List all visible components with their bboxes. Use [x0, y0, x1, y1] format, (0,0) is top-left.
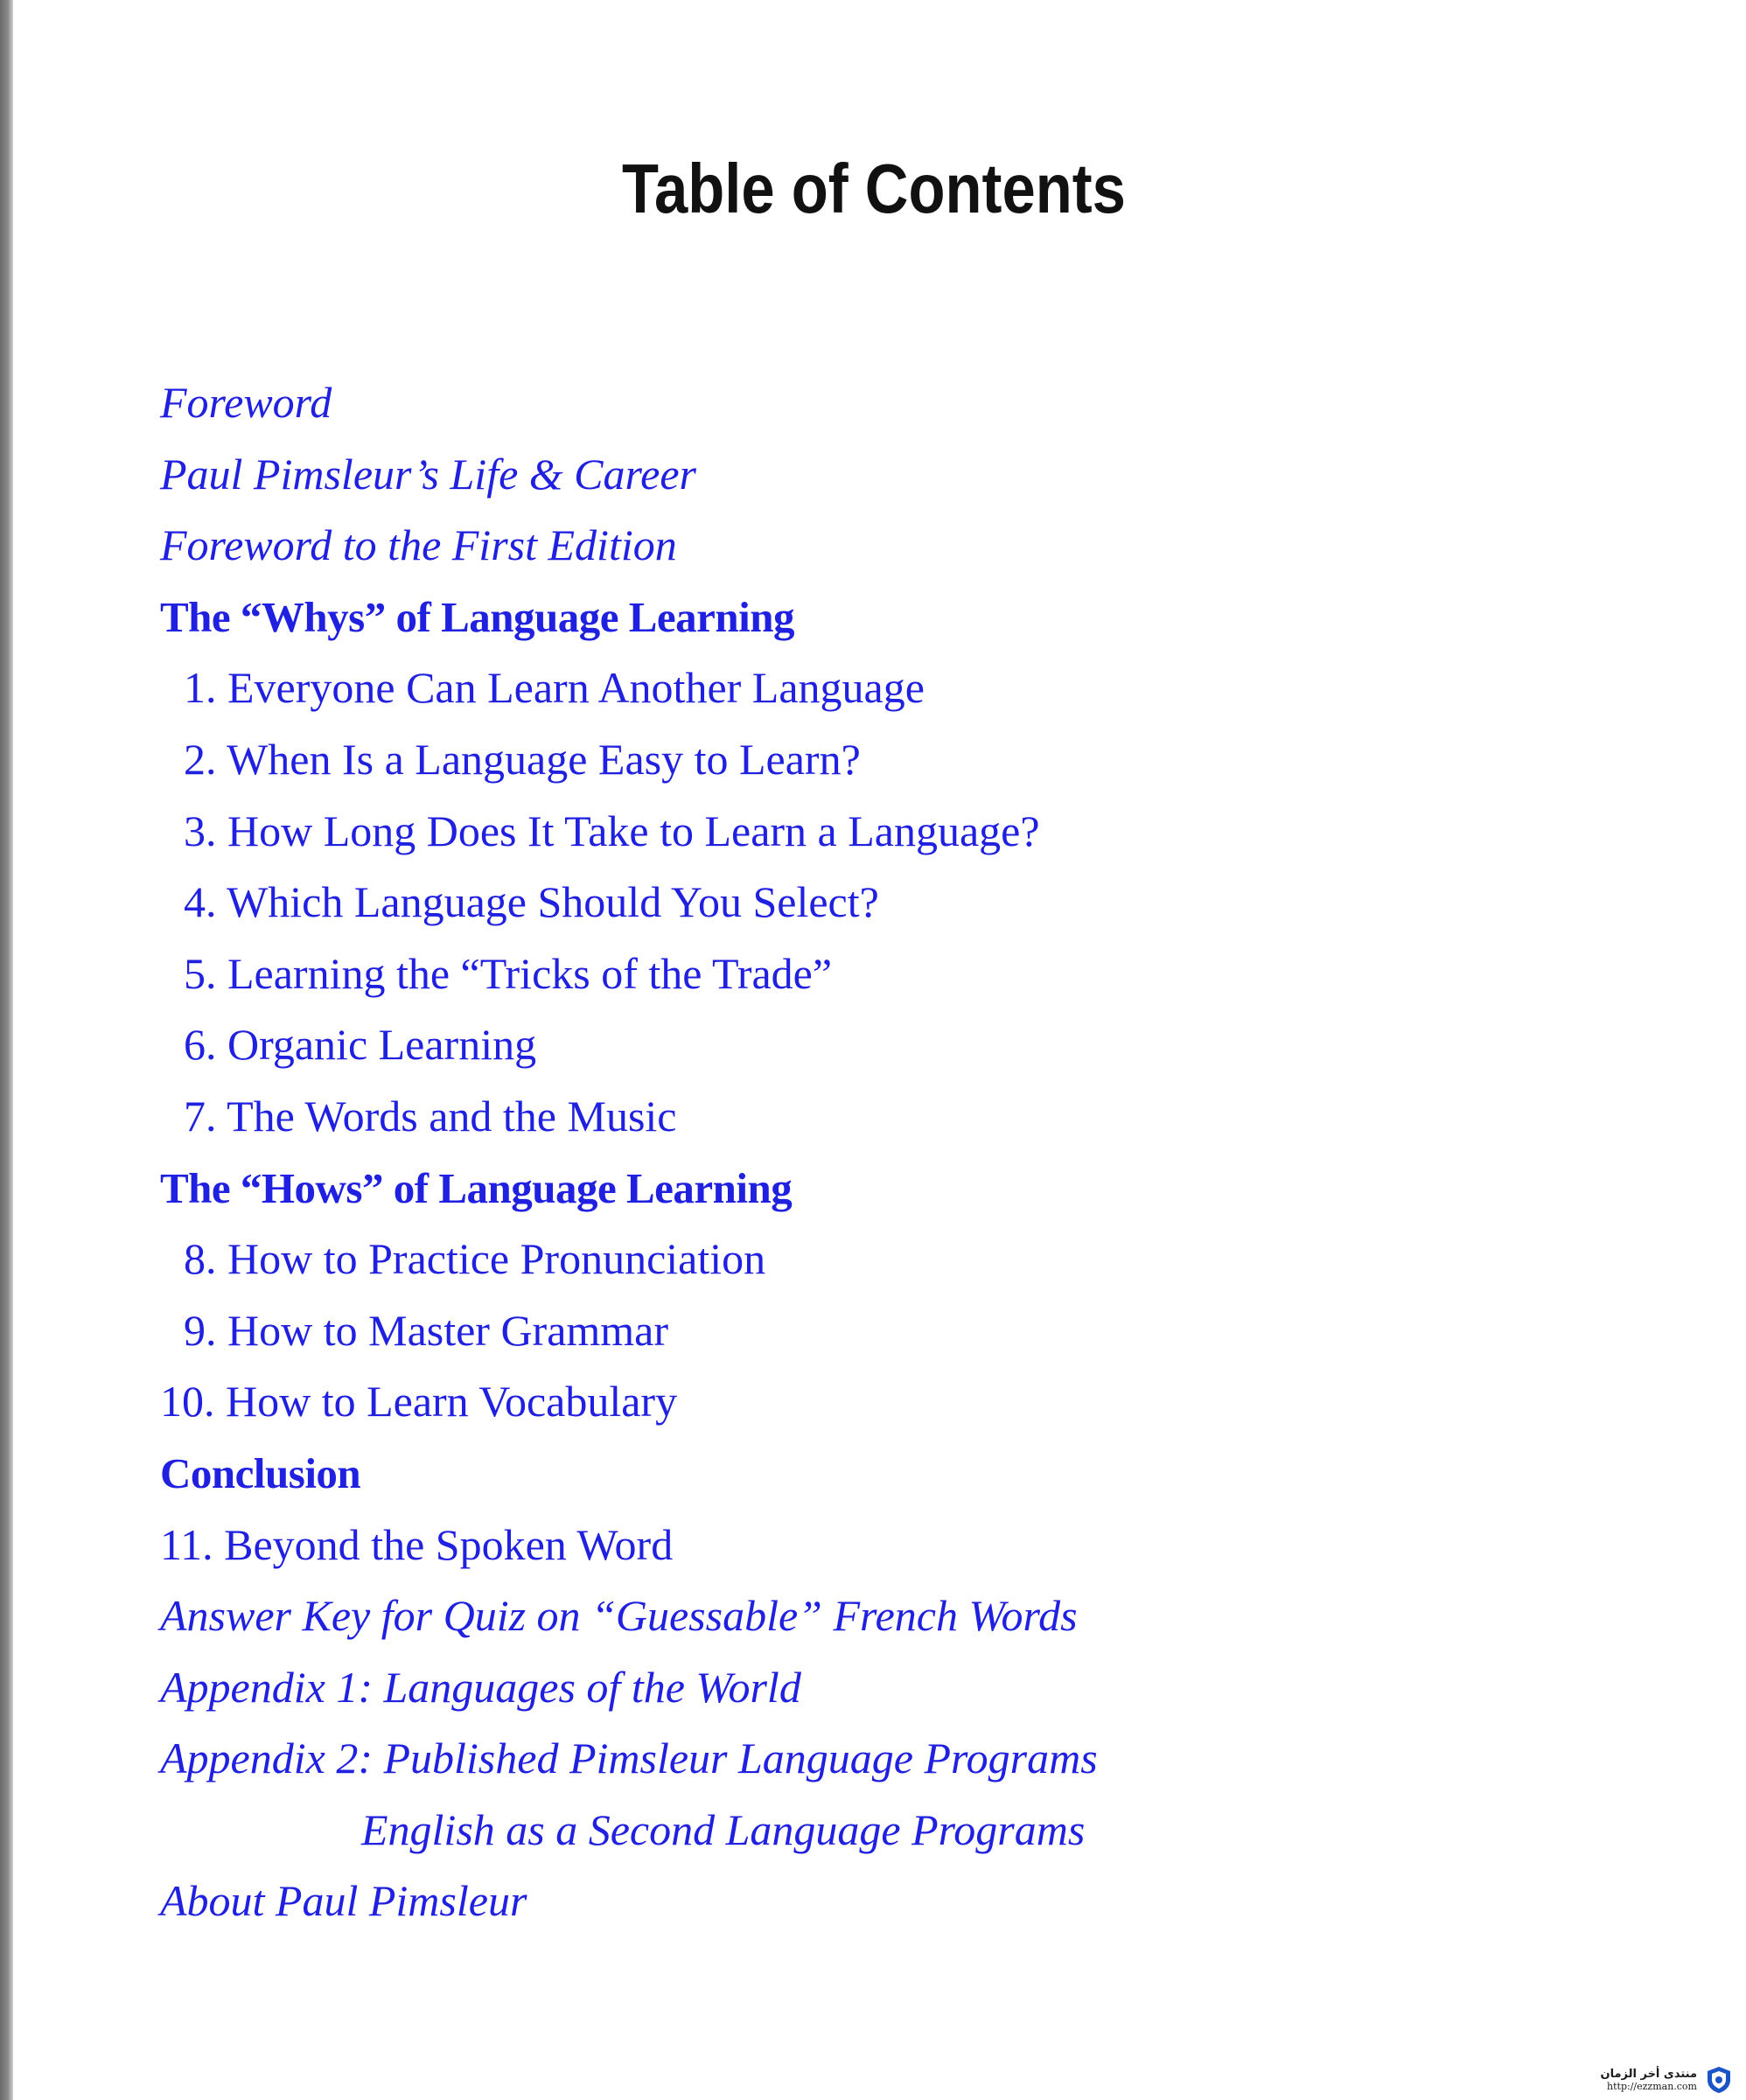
toc-entry-foreword-first-edition[interactable]: Foreword to the First Edition [160, 520, 677, 570]
shield-logo-icon [1704, 2065, 1734, 2095]
toc-entry-foreword[interactable]: Foreword [160, 378, 332, 427]
toc-chapter-5[interactable]: 5. Learning the “Tricks of the Trade” [184, 948, 833, 998]
toc-chapter-4[interactable]: 4. Which Language Should You Select? [184, 877, 879, 927]
toc-chapter-2[interactable]: 2. When Is a Language Easy to Learn? [184, 734, 861, 784]
toc-chapter-9[interactable]: 9. How to Master Grammar [184, 1305, 669, 1355]
toc-section-whys[interactable]: The “Whys” of Language Learning [160, 592, 795, 641]
toc-chapter-10[interactable]: 10. How to Learn Vocabulary [160, 1377, 678, 1427]
toc-entry-appendix-1[interactable]: Appendix 1: Languages of the World [160, 1662, 801, 1712]
watermark-url: http://ezzman.com [1607, 2081, 1697, 2092]
toc-entry-appendix-2[interactable]: Appendix 2: Published Pimsleur Language Programs [160, 1734, 1098, 1783]
toc-chapter-3[interactable]: 3. How Long Does It Take to Learn a Language? [184, 806, 1040, 855]
toc-entry-about-author[interactable]: About Paul Pimsleur [160, 1876, 527, 1926]
toc-chapter-6[interactable]: 6. Organic Learning [184, 1020, 537, 1070]
page-left-edge [0, 0, 13, 2100]
toc-entry-answer-key[interactable]: Answer Key for Quiz on “Guessable” French Words [160, 1591, 1078, 1641]
toc-chapter-1[interactable]: 1. Everyone Can Learn Another Language [184, 663, 925, 713]
toc-chapter-8[interactable]: 8. How to Practice Pronunciation [184, 1234, 766, 1284]
watermark-site-name: منتدى أخر الزمان [1600, 2068, 1697, 2081]
toc-section-hows[interactable]: The “Hows” of Language Learning [160, 1163, 793, 1212]
page-title: Table of Contents [622, 150, 1126, 227]
toc-entry-life-career[interactable]: Paul Pimsleur’s Life & Career [160, 449, 696, 499]
watermark-text [1601, 2069, 1698, 2091]
toc-entry-esl-programs[interactable]: English as a Second Language Programs [361, 1804, 1086, 1854]
toc-chapter-7[interactable]: 7. The Words and the Music [184, 1091, 677, 1141]
toc-list [160, 367, 1098, 1937]
toc-chapter-11[interactable]: 11. Beyond the Spoken Word [160, 1519, 674, 1569]
watermark [1601, 2065, 1735, 2095]
toc-section-conclusion[interactable]: Conclusion [160, 1448, 361, 1497]
